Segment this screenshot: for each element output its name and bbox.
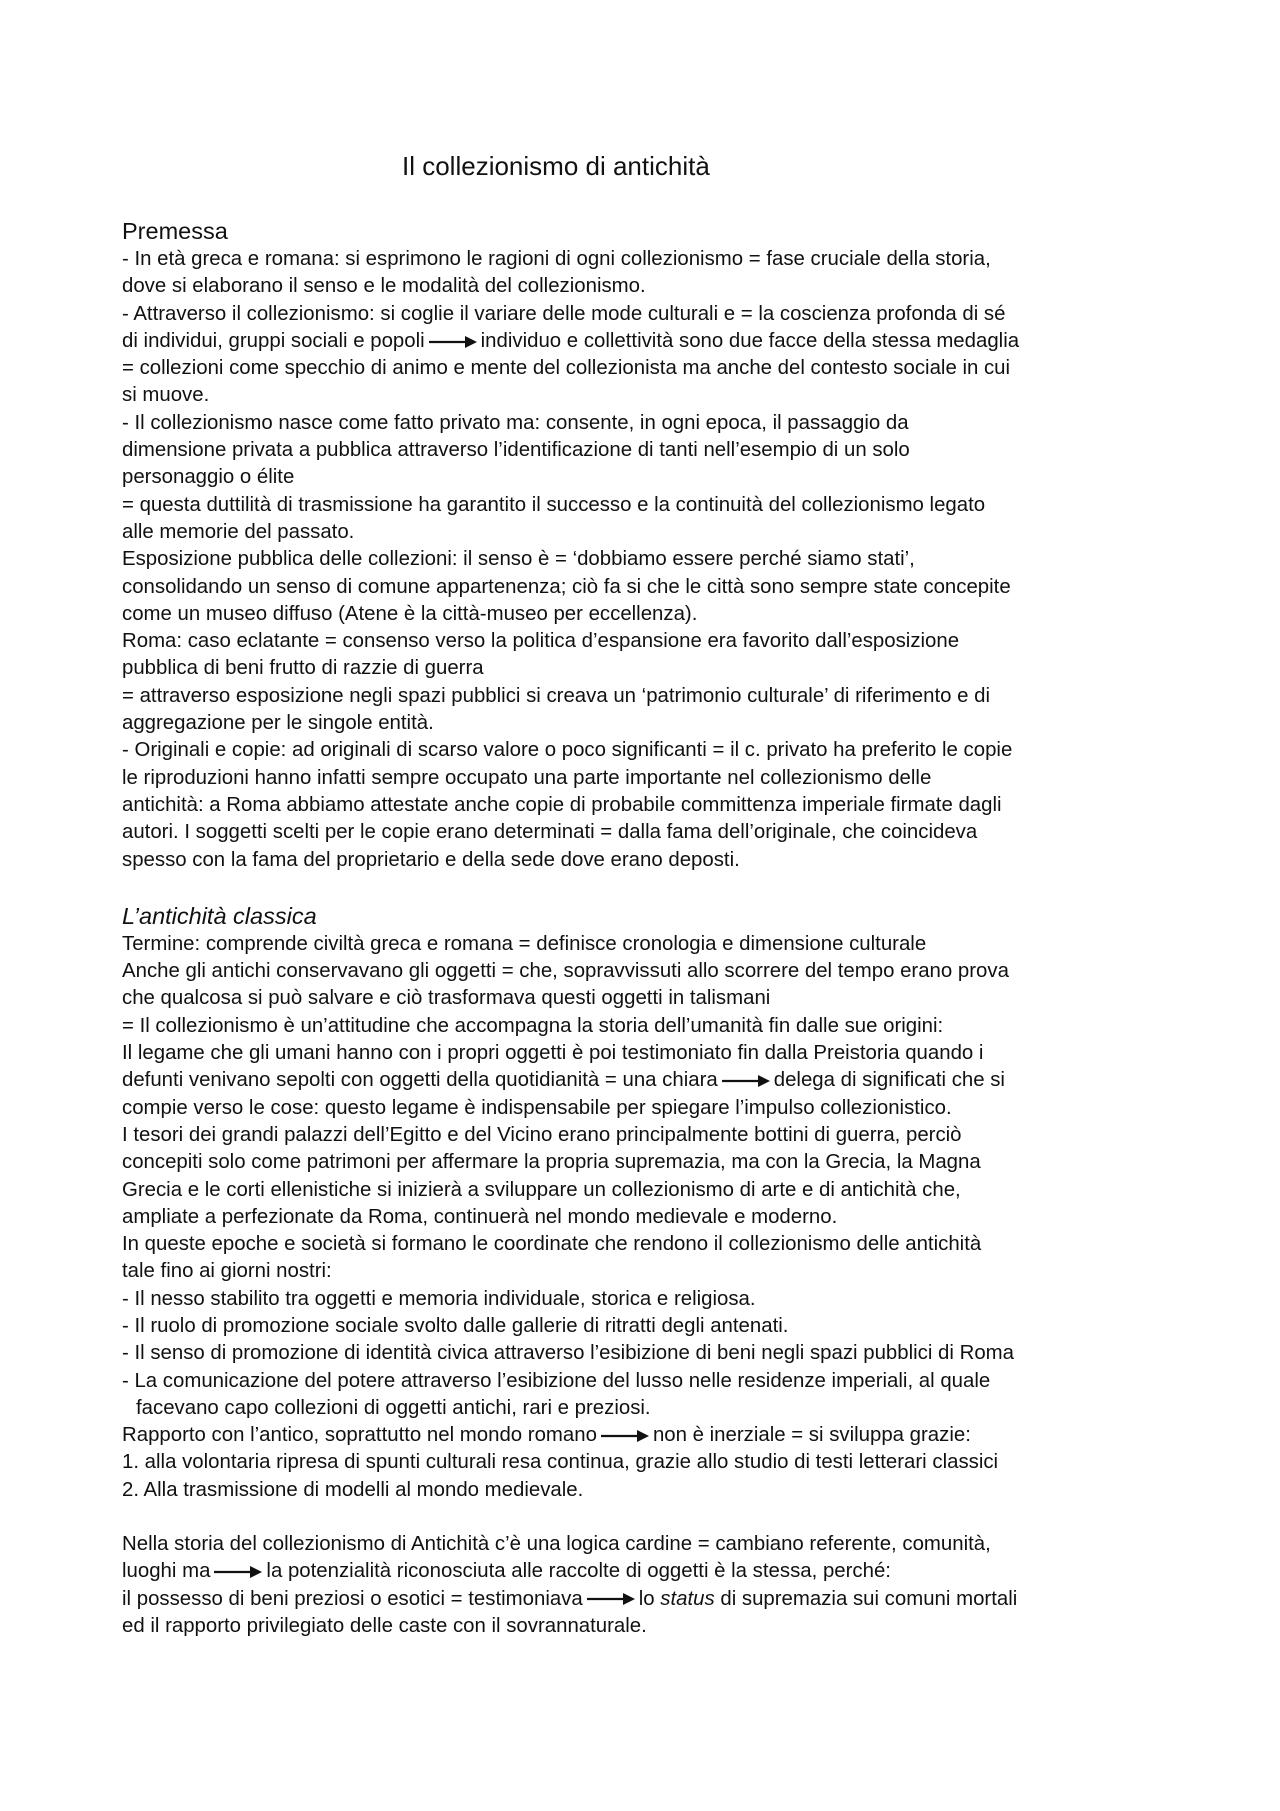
text-line: = collezioni come specchio di animo e mente del collezionista ma anche del contesto sociale in cui <box>122 357 1011 380</box>
right-arrow-icon <box>587 1593 635 1605</box>
right-arrow-icon <box>214 1566 262 1578</box>
text-line: - Originali e copie: ad originali di scarso valore o poco significanti = il c. privato ha preferito le copie <box>122 739 1013 762</box>
text-line: che qualcosa si può salvare e ciò trasformava questi oggetti in talismani <box>122 987 771 1010</box>
line-text-after: non è inerziale = si sviluppa grazie: <box>652 1424 971 1447</box>
text-line: 2. Alla trasmissione di modelli al mondo medievale. <box>122 1478 584 1501</box>
line-text-before: luoghi ma <box>122 1560 211 1583</box>
text-line <box>122 1586 1162 1613</box>
text-line: si muove. <box>122 384 210 407</box>
line-text-after: lo <box>638 1587 661 1610</box>
text-line: - Il senso di promozione di identità civica attraverso l’esibizione di beni negli spazi pubblici di Roma <box>122 1342 1014 1365</box>
right-arrow-icon <box>601 1430 649 1442</box>
text-line: - Il collezionismo nasce come fatto privato ma: consente, in ogni epoca, il passaggio da <box>122 411 909 434</box>
text-line <box>122 1067 1162 1094</box>
line-text-before: di individui, gruppi sociali e popoli <box>122 329 425 352</box>
line-text-before: Rapporto con l’antico, soprattutto nel mondo romano <box>122 1424 597 1447</box>
document-body <box>122 216 1162 1640</box>
section-heading: L’antichità classica <box>122 902 317 929</box>
text-line: antichità: a Roma abbiamo attestate anche copie di probabile committenza imperiale firmate dagli <box>122 793 1002 816</box>
paragraph-gap <box>122 1504 1162 1531</box>
document-title: Il collezionismo di antichità <box>402 151 710 181</box>
text-line: Termine: comprende civiltà greca e romana = definisce cronologia e dimensione culturale <box>122 932 927 955</box>
text-line <box>122 1422 1162 1449</box>
text-line <box>122 328 1162 355</box>
text-line: tale fino ai giorni nostri: <box>122 1260 332 1283</box>
text-line: Nella storia del collezionismo di Antichità c’è una logica cardine = cambiano referente, comunità, <box>122 1533 991 1556</box>
text-line: pubblica di beni frutto di razzie di guerra <box>122 657 484 680</box>
text-line: - Attraverso il collezionismo: si coglie il variare delle mode culturali e = la coscienza profonda di sé <box>122 302 1006 325</box>
text-line: - Il ruolo di promozione sociale svolto dalle gallerie di ritratti degli antenati. <box>122 1314 789 1337</box>
text-line: consolidando un senso di comune appartenenza; ciò fa si che le città sono sempre state concepite <box>122 575 1011 598</box>
line-text-before: defunti venivano sepolti con oggetti della quotidianità = una chiara <box>122 1069 718 1092</box>
text-line: ampliate a perfezionate da Roma, continuerà nel mondo medievale e moderno. <box>122 1205 838 1228</box>
line-text-after: individuo e collettività sono due facce della stessa medaglia <box>480 329 1020 352</box>
text-line: come un museo diffuso (Atene è la città-museo per eccellenza). <box>122 602 698 625</box>
text-line: Grecia e le corti ellenistiche si inizierà a sviluppare un collezionismo di arte e di antichità che, <box>122 1178 961 1201</box>
text-line: In queste epoche e società si formano le coordinate che rendono il collezionismo delle antichità <box>122 1233 982 1256</box>
text-line: compie verso le cose: questo legame è indispensabile per spiegare l’impulso collezionistico. <box>122 1096 952 1119</box>
section-heading: Premessa <box>122 218 228 244</box>
text-line: concepiti solo come patrimoni per affermare la propria supremazia, ma con la Grecia, la Magna <box>122 1151 981 1174</box>
text-line: personaggio o élite <box>122 466 295 489</box>
text-line: Anche gli antichi conservavano gli oggetti = che, sopravvissuti allo scorrere del tempo erano prova <box>122 960 1009 983</box>
text-line: 1. alla volontaria ripresa di spunti culturali resa continua, grazie allo studio di testi letterari classici <box>122 1451 999 1474</box>
text-line: spesso con la fama del proprietario e della sede dove erano deposti. <box>122 848 740 871</box>
text-line: dove si elaborano il senso e le modalità del collezionismo. <box>122 275 646 298</box>
text-line: alle memorie del passato. <box>122 520 355 543</box>
text-line: le riproduzioni hanno infatti sempre occupato una parte importante nel collezionismo delle <box>122 766 932 789</box>
text-line <box>122 1558 1162 1585</box>
line-text-before: il possesso di beni preziosi o esotici = testimoniava <box>122 1587 583 1610</box>
document-page <box>122 150 1162 1640</box>
text-line: autori. I soggetti scelti per le copie erano determinati = dalla fama dell’originale, che coincideva <box>122 821 978 844</box>
right-arrow-icon <box>429 336 477 348</box>
line-text-after: delega di significati che si <box>773 1069 1005 1092</box>
text-line: I tesori dei grandi palazzi dell’Egitto e del Vicino erano principalmente bottini di guerra, perciò <box>122 1123 962 1146</box>
text-line: = questa duttilità di trasmissione ha garantito il successo e la continuità del collezionismo legato <box>122 493 986 516</box>
text-line: facevano capo collezioni di oggetti antichi, rari e preziosi. <box>136 1396 651 1419</box>
text-line: - Il nesso stabilito tra oggetti e memoria individuale, storica e religiosa. <box>122 1287 756 1310</box>
text-line: Roma: caso eclatante = consenso verso la politica d’espansione era favorito dall’esposizione <box>122 630 960 653</box>
text-line: Il legame che gli umani hanno con i propri oggetti è poi testimoniato fin dalla Preistoria quando i <box>122 1042 984 1065</box>
text-line: = Il collezionismo è un’attitudine che accompagna la storia dell’umanità fin dalle sue origini: <box>122 1014 944 1037</box>
line-text-tail: di supremazia sui comuni mortali <box>714 1587 1018 1610</box>
text-line: - In età greca e romana: si esprimono le ragioni di ogni collezionismo = fase cruciale della storia, <box>122 248 991 270</box>
line-text-after: la potenzialità riconosciuta alle raccolte di oggetti è la stessa, perché: <box>266 1560 891 1583</box>
emphasis-text: status <box>660 1587 715 1610</box>
text-line: dimensione privata a pubblica attraverso l’identificazione di tanti nell’esempio di un solo <box>122 439 910 462</box>
section-gap <box>122 874 1162 901</box>
text-line: aggregazione per le singole entità. <box>122 712 434 735</box>
right-arrow-icon <box>722 1075 770 1087</box>
text-line: ed il rapporto privilegiato delle caste con il sovrannaturale. <box>122 1614 647 1637</box>
text-line: Esposizione pubblica delle collezioni: il senso è = ‘dobbiamo essere perché siamo stati’, <box>122 548 915 571</box>
text-line: = attraverso esposizione negli spazi pubblici si creava un ‘patrimonio culturale’ di riferimento e di <box>122 684 990 707</box>
text-line: - La comunicazione del potere attraverso l’esibizione del lusso nelle residenze imperiali, al quale <box>122 1369 991 1392</box>
